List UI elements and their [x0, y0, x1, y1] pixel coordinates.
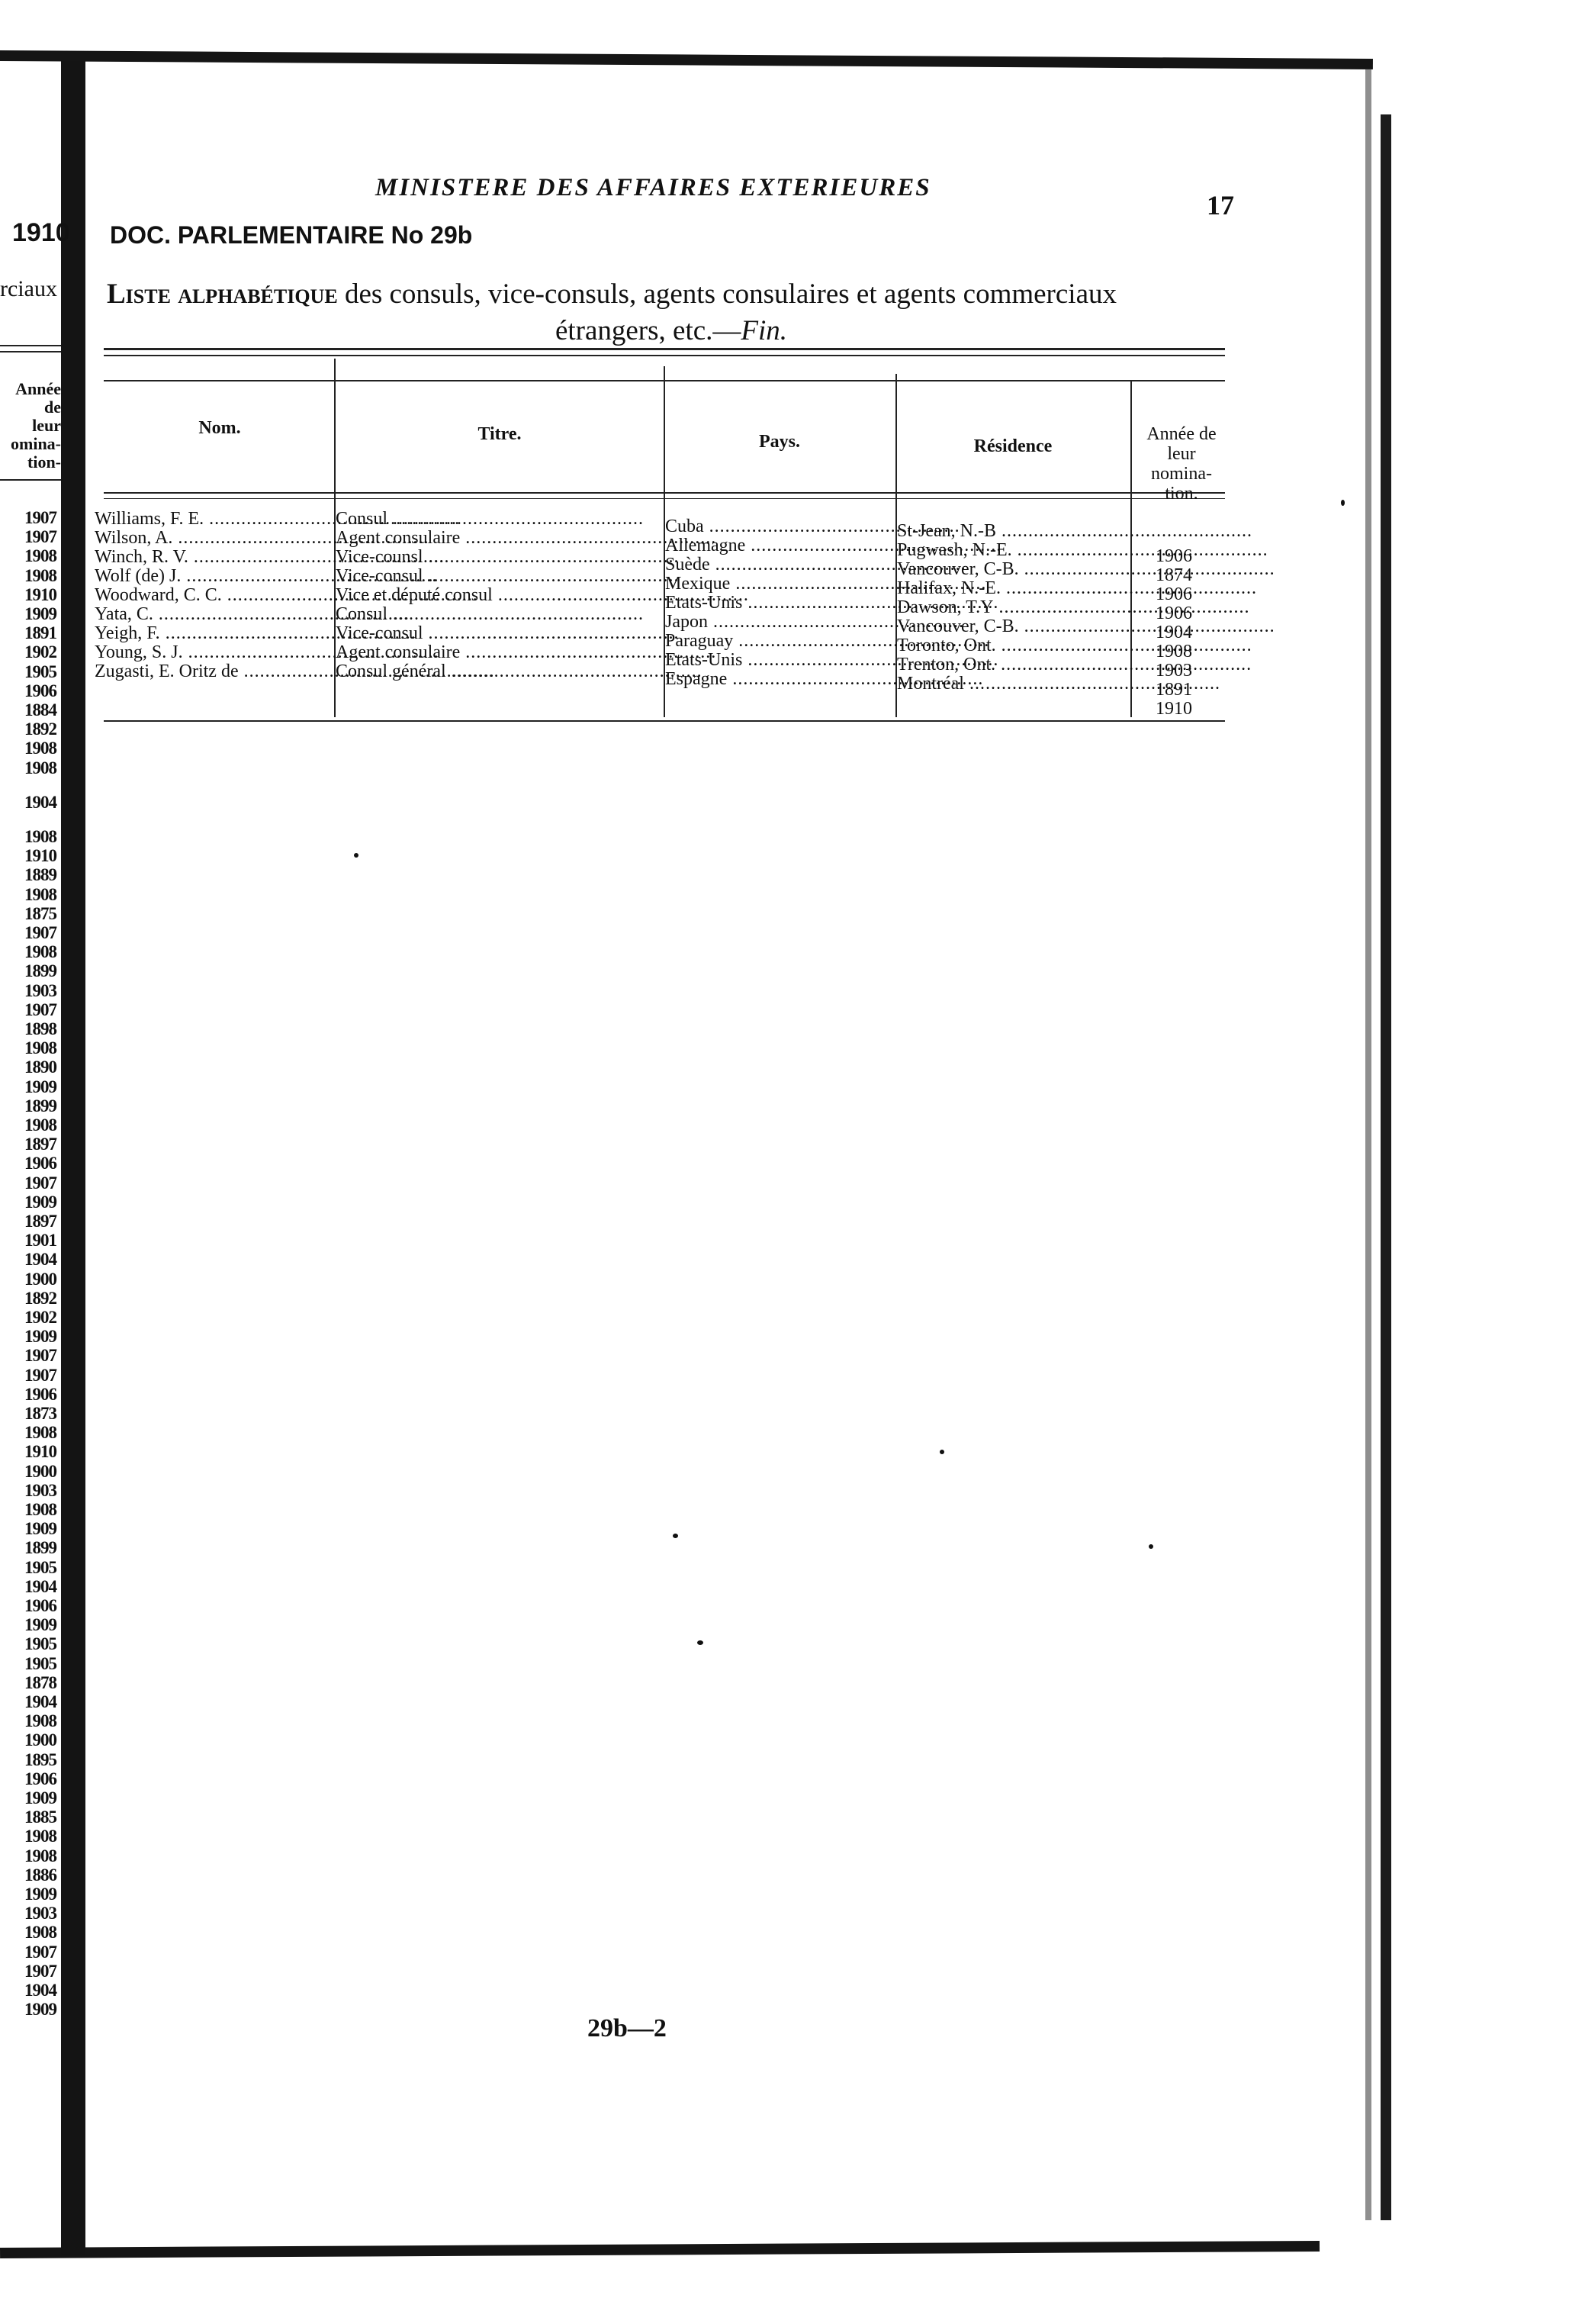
left-page-year-entry: 1903 [24, 980, 56, 1000]
running-title: MINISTERE DES AFFAIRES EXTERIEURES [375, 174, 931, 201]
left-page-year-entry: 1908 [24, 827, 56, 846]
left-page-year-entry: 1907 [24, 923, 56, 942]
cell-nom: Wolf (de) J. ..... [95, 567, 333, 586]
left-page-year-entry: 1908 [24, 1846, 56, 1865]
cell-nom: Yeigh, F. ..... [95, 624, 333, 643]
left-page-year-entry: 1905 [24, 1557, 56, 1577]
left-page-year-entry: 1908 [24, 1500, 56, 1519]
scan-border-right [1381, 114, 1391, 2220]
left-page-year-entry: 1884 [24, 700, 56, 719]
left-page-year-entry: 1908 [24, 565, 56, 585]
left-page-year-entry: 1910 [24, 1442, 56, 1462]
table-top-rule [104, 348, 1225, 350]
left-page-year-entry: 1897 [24, 1135, 56, 1154]
cell-nom [95, 681, 333, 700]
pays-column [665, 517, 894, 708]
left-page-year-entry: 1892 [24, 719, 56, 739]
left-page-year-entry: 1899 [24, 961, 56, 981]
cell-titre: Consul ..... [336, 605, 662, 624]
left-page-year-entry: 1907 [24, 1942, 56, 1962]
scan-border-bottom [0, 2241, 1320, 2258]
annee-column [1132, 528, 1216, 719]
scan-speck [673, 1534, 678, 1538]
cell-annee: 1910 [1156, 699, 1192, 719]
cell-titre: Vice-consul ..... [336, 624, 662, 643]
left-page-year-entry: 1910 [24, 584, 56, 604]
left-page-year-entry: 1908 [24, 884, 56, 904]
cell-residence: Vancouver, C-B. ..... [897, 617, 1129, 636]
cell-annee: 1904 [1156, 623, 1192, 642]
cell-titre: Vice et député consul ..... [336, 586, 662, 605]
document-reference: DOC. PARLEMENTAIRE No 29b [110, 221, 473, 249]
left-page-year-entry: 1907 [24, 527, 56, 547]
left-page-year-entry: 1904 [24, 1576, 56, 1596]
left-page-year-entry: 1908 [24, 758, 56, 777]
left-page-year-entry: 1904 [24, 1981, 56, 2000]
left-page-year-entry: 1909 [24, 1615, 56, 1635]
left-page-year-entry: 1900 [24, 1730, 56, 1750]
page-number: 17 [1207, 190, 1234, 220]
left-page-year-entry: 1908 [24, 1115, 56, 1135]
page-gutter [61, 61, 85, 2255]
left-page-year-entry: 1905 [24, 661, 56, 681]
left-page-rule [0, 345, 61, 346]
left-page-year-entry: 1908 [24, 942, 56, 962]
cell-pays: Etats-Unis ..... [665, 594, 894, 613]
left-page-year-entry: 1878 [24, 1672, 56, 1692]
left-page-fragment [0, 0, 70, 2213]
left-page-year-entry: 1907 [24, 999, 56, 1019]
cell-titre [336, 681, 662, 700]
left-page-year-entry: 1907 [24, 1961, 56, 1981]
left-page-year-entry: 1904 [24, 1250, 56, 1270]
scan-speck [1341, 500, 1345, 506]
cell-titre: Vice-counsl ..... [336, 548, 662, 567]
left-page-year-entry: 1891 [24, 623, 56, 643]
left-page-year-entry: 1875 [24, 903, 56, 923]
left-page-year-entry: 1908 [24, 1923, 56, 1943]
left-page-year-entry: 1905 [24, 1634, 56, 1654]
left-page-year-entry: 1907 [24, 1365, 56, 1385]
left-page-year-entry: 1907 [24, 1173, 56, 1193]
scan-speck [697, 1640, 703, 1645]
left-page-title-fragment: rciaux [0, 276, 57, 301]
left-page-year-entry: 1906 [24, 681, 56, 700]
cell-pays: Suède ..... [665, 555, 894, 575]
left-page-year-entry: 1906 [24, 1596, 56, 1615]
cell-nom: Winch, R. V. ..... [95, 548, 333, 567]
cell-titre: Consul ..... [336, 510, 662, 529]
left-page-year-entry: 1905 [24, 1653, 56, 1673]
left-page-year-entry: 1898 [24, 1019, 56, 1038]
left-page-year-entry: 1903 [24, 1480, 56, 1500]
scan-border-top [0, 50, 1373, 69]
left-page-rule [0, 351, 61, 352]
cell-pays: Cuba ..... [665, 517, 894, 536]
nom-column [95, 510, 333, 700]
cell-pays: Mexique ..... [665, 575, 894, 594]
list-title-fin: Fin. [741, 315, 788, 346]
cell-titre: Agent consulaire ..... [336, 529, 662, 548]
left-page-year-entry: 1900 [24, 1461, 56, 1481]
scan-border-right-shadow [1365, 69, 1371, 2220]
cell-pays: Japon ..... [665, 613, 894, 632]
left-page-year-entry: 1908 [24, 1423, 56, 1443]
left-page-year-entry: 1909 [24, 1885, 56, 1904]
scan-speck [940, 1450, 944, 1454]
left-page-year-entry: 1901 [24, 1231, 56, 1251]
left-page-year-entry: 1907 [24, 1346, 56, 1366]
header-pays: Pays. [759, 432, 800, 452]
table-top-rule [104, 355, 1225, 356]
left-page-year-entry: 1885 [24, 1807, 56, 1827]
cell-nom: Wilson, A. ..... [95, 529, 333, 548]
left-page-year-entry: 1902 [24, 642, 56, 662]
left-page-year-entry: 1892 [24, 1288, 56, 1308]
left-page-year-entry: 1899 [24, 1096, 56, 1115]
left-page-year-entry: 1910 [24, 846, 56, 866]
left-page-year-entry: 1906 [24, 1154, 56, 1173]
left-page-year-entry: 1902 [24, 1308, 56, 1327]
cell-residence: Vancouver, C-B. ..... [897, 560, 1129, 579]
residence-column [897, 522, 1129, 713]
left-page-year-entry: 1908 [24, 546, 56, 566]
left-page-year-entry: 1909 [24, 1327, 56, 1347]
cell-residence: St-Jean, N.-B ..... [897, 522, 1129, 541]
list-title-line2: étrangers, etc.— [555, 315, 741, 346]
left-page-year-entry: 1907 [24, 508, 56, 527]
list-title-smallcaps: Liste alphabétique [107, 278, 338, 310]
cell-residence [897, 694, 1129, 713]
left-page-year-entry: 1906 [24, 1769, 56, 1788]
left-page-year: 1910 [12, 218, 70, 247]
left-page-year-entry: 1873 [24, 1404, 56, 1423]
cell-nom: Zugasti, E. Oritz de ..... [95, 662, 333, 681]
scan-speck [1149, 1544, 1153, 1549]
scan-speck [354, 853, 358, 858]
cell-pays: Paraguay ..... [665, 632, 894, 651]
left-page-year-entry: 1909 [24, 604, 56, 623]
left-page-year-entry: 1909 [24, 2000, 56, 2020]
cell-annee: 1874 [1156, 565, 1192, 585]
left-page-year-entry: 1909 [24, 1077, 56, 1096]
left-page-year-entry: 1904 [24, 1692, 56, 1711]
cell-nom: Young, S. J. ..... [95, 643, 333, 662]
cell-nom: Williams, F. E. ..... [95, 510, 333, 529]
left-page-year-entry: 1909 [24, 1788, 56, 1807]
cell-titre: Agent consulaire ..... [336, 643, 662, 662]
cell-pays: Etats-Unis ..... [665, 651, 894, 670]
cell-titre: Vice-consul ..... [336, 567, 662, 586]
cell-pays: Allemagne ..... [665, 536, 894, 555]
cell-annee: 1891 [1156, 680, 1192, 700]
left-page-year-entry: 1906 [24, 1384, 56, 1404]
cell-residence: Montréal ..... [897, 674, 1129, 694]
table-bottom-rule [104, 720, 1225, 722]
cell-annee: 1906 [1156, 604, 1192, 623]
left-page-year-entry: 1909 [24, 1519, 56, 1539]
left-page-column-header: Année de leur omina- tion- [11, 379, 61, 472]
left-page-year-entry: 1908 [24, 1038, 56, 1058]
left-page-year-entry: 1908 [24, 1827, 56, 1846]
cell-residence: Pugwash, N.-E. ..... [897, 541, 1129, 560]
cell-annee: 1908 [1156, 642, 1192, 661]
left-page-year-entry: 1900 [24, 1269, 56, 1289]
header-titre: Titre. [477, 424, 522, 444]
titre-column [336, 510, 662, 700]
left-page-year-entry: 1895 [24, 1749, 56, 1769]
left-page-year-entry: 1890 [24, 1057, 56, 1077]
left-page-year-entry: 1908 [24, 739, 56, 758]
cell-residence: Trenton, Ont. ..... [897, 655, 1129, 674]
left-page-year-entry: 1909 [24, 1192, 56, 1212]
cell-nom: Yata, C. ..... [95, 605, 333, 624]
cell-residence: Halifax, N.-E. ..... [897, 579, 1129, 598]
header-annee: Année de leur nomina- tion. [1146, 424, 1217, 504]
cell-pays: Espagne ..... [665, 670, 894, 689]
left-page-year-entry: 1889 [24, 865, 56, 885]
left-page-year-entry: 1908 [24, 1711, 56, 1731]
cell-annee: 1903 [1156, 661, 1192, 681]
left-page-year-entry: 1897 [24, 1212, 56, 1231]
page-signature: 29b—2 [587, 2014, 667, 2042]
cell-annee: 1906 [1156, 584, 1192, 604]
left-page-year-entry: 1886 [24, 1865, 56, 1885]
list-title [107, 276, 1236, 349]
left-page-year-entry: 1903 [24, 1904, 56, 1923]
cell-titre: Consul général ..... [336, 662, 662, 681]
left-page-year-entry: 1899 [24, 1538, 56, 1558]
cell-nom: Woodward, C. C. ..... [95, 586, 333, 605]
cell-residence: Dawson, T.Y ..... [897, 598, 1129, 617]
cell-residence: Toronto, Ont. ..... [897, 636, 1129, 655]
left-page-rule [0, 479, 61, 481]
cell-pays [665, 689, 894, 708]
list-title-rest: des consuls, vice-consuls, agents consulaires et agents commerciaux [337, 278, 1117, 310]
header-residence: Résidence [973, 436, 1053, 456]
cell-annee: 1906 [1156, 546, 1192, 566]
left-page-year-entry: 1904 [24, 792, 56, 812]
header-nom: Nom. [198, 418, 241, 438]
cell-annee [1132, 528, 1216, 547]
